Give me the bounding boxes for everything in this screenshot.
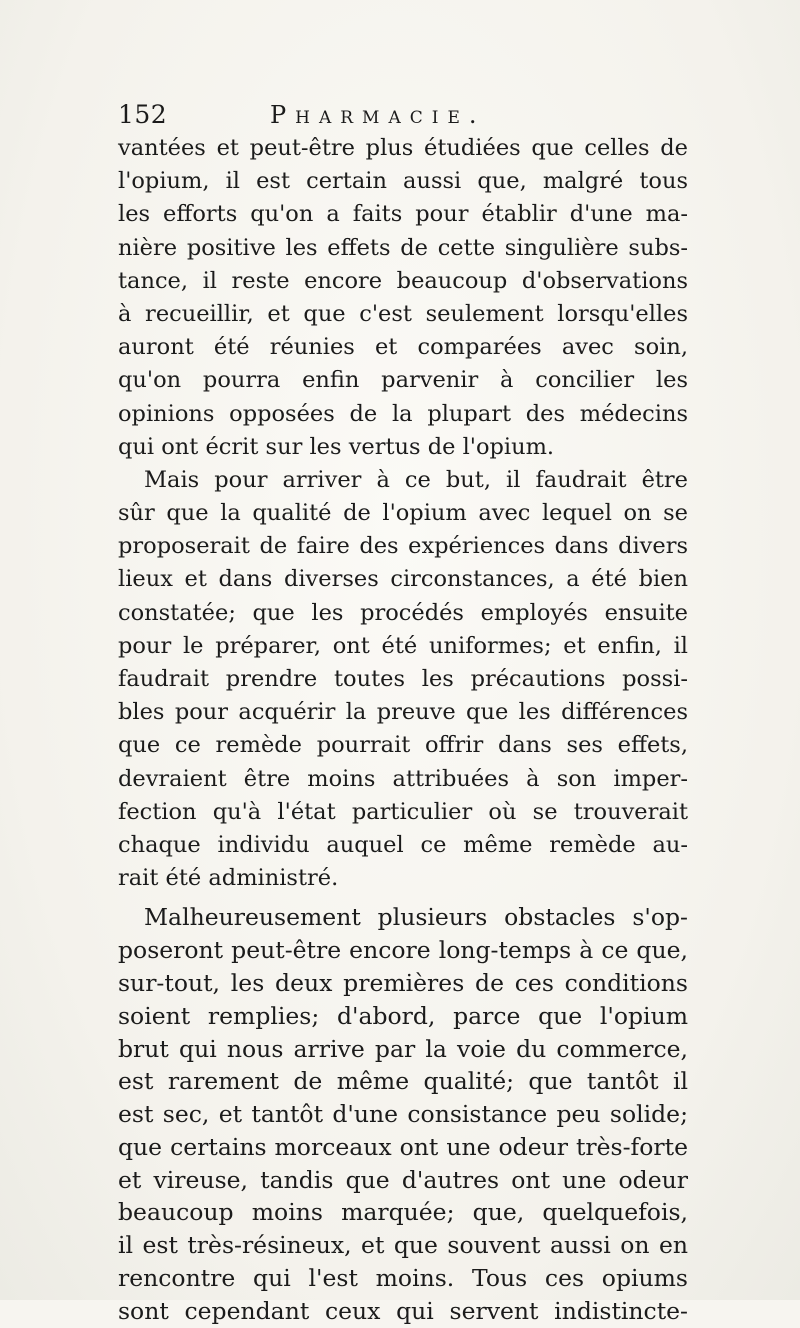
text-line: sûr que la qualité de l'opium avec lequel on se	[118, 500, 688, 527]
text-line: rait été administré.	[118, 865, 339, 892]
paragraph-1	[118, 132, 688, 464]
text-line: chaque individu auquel ce même remède au-	[118, 831, 688, 858]
text-line: que certains morceaux ont une odeur très-forte	[118, 1132, 688, 1161]
text-line: Mais pour arriver à ce but, il faudrait être	[144, 466, 688, 493]
text-line: fection qu'à l'état particulier où se trouverait	[118, 798, 688, 825]
text-line: qui ont écrit sur les vertus de l'opium.	[118, 433, 555, 460]
paragraph-2	[118, 464, 688, 895]
text-line: beaucoup moins marquée; que, quelquefois,	[118, 1198, 688, 1227]
text-line: l'opium, il est certain aussi que, malgré tous	[118, 168, 688, 195]
text-line: vantées et peut-être plus étudiées que celles de	[118, 135, 688, 161]
text-line: lieux et dans diverses circonstances, a été bien	[118, 566, 688, 593]
text-line: poseront peut-être encore long-temps à ce que,	[118, 936, 688, 965]
text-line: tance, il reste encore beaucoup d'observations	[118, 267, 688, 294]
text-line: constatée; que les procédés employés ensuite	[118, 599, 688, 626]
text-line: les efforts qu'on a faits pour établir d'une ma-	[118, 201, 688, 228]
text-line: faudrait prendre toutes les précautions possi-	[118, 666, 688, 692]
text-line: qu'on pourra enfin parvenir à concilier les	[118, 367, 688, 394]
text-line: il est très-résineux, et que souvent aussi on en	[118, 1231, 688, 1260]
text-line: sur-tout, les deux premières de ces conditions	[118, 968, 688, 997]
text-line: que ce remède pourrait offrir dans ses effets,	[118, 732, 688, 759]
text-block	[118, 98, 688, 1328]
text-line: pour le préparer, ont été uniformes; et enfin, il	[118, 632, 688, 659]
text-line: sont cependant ceux qui servent indistincte-	[118, 1296, 688, 1325]
text-line: opinions opposées de la plupart des médecins	[118, 400, 688, 427]
text-line: proposerait de faire des expériences dans divers	[118, 533, 688, 560]
text-line: auront été réunies et comparées avec soin,	[118, 334, 688, 361]
page-number: 152	[118, 100, 168, 129]
text-line: brut qui nous arrive par la voie du commerce,	[118, 1034, 688, 1063]
running-head	[118, 98, 688, 132]
page-title: Pharmacie.	[270, 101, 486, 129]
text-line: est sec, et tantôt d'une consistance peu solide;	[118, 1100, 688, 1129]
text-line: Malheureusement plusieurs obstacles s'op-	[144, 903, 688, 932]
text-line: devraient être moins attribuées à son imper-	[118, 765, 688, 792]
paragraph-3	[118, 901, 688, 1327]
text-line: à recueillir, et que c'est seulement lorsqu'elles	[118, 300, 688, 327]
text-line: bles pour acquérir la preuve que les différences	[118, 699, 688, 726]
text-line: nière positive les effets de cette singulière subs-	[118, 234, 688, 261]
text-line: et vireuse, tandis que d'autres ont une odeur	[118, 1165, 688, 1194]
text-line: est rarement de même qualité; que tantôt il	[118, 1067, 688, 1096]
text-line: soient remplies; d'abord, parce que l'opium	[118, 1001, 688, 1030]
text-line: rencontre qui l'est moins. Tous ces opiums	[118, 1264, 688, 1293]
